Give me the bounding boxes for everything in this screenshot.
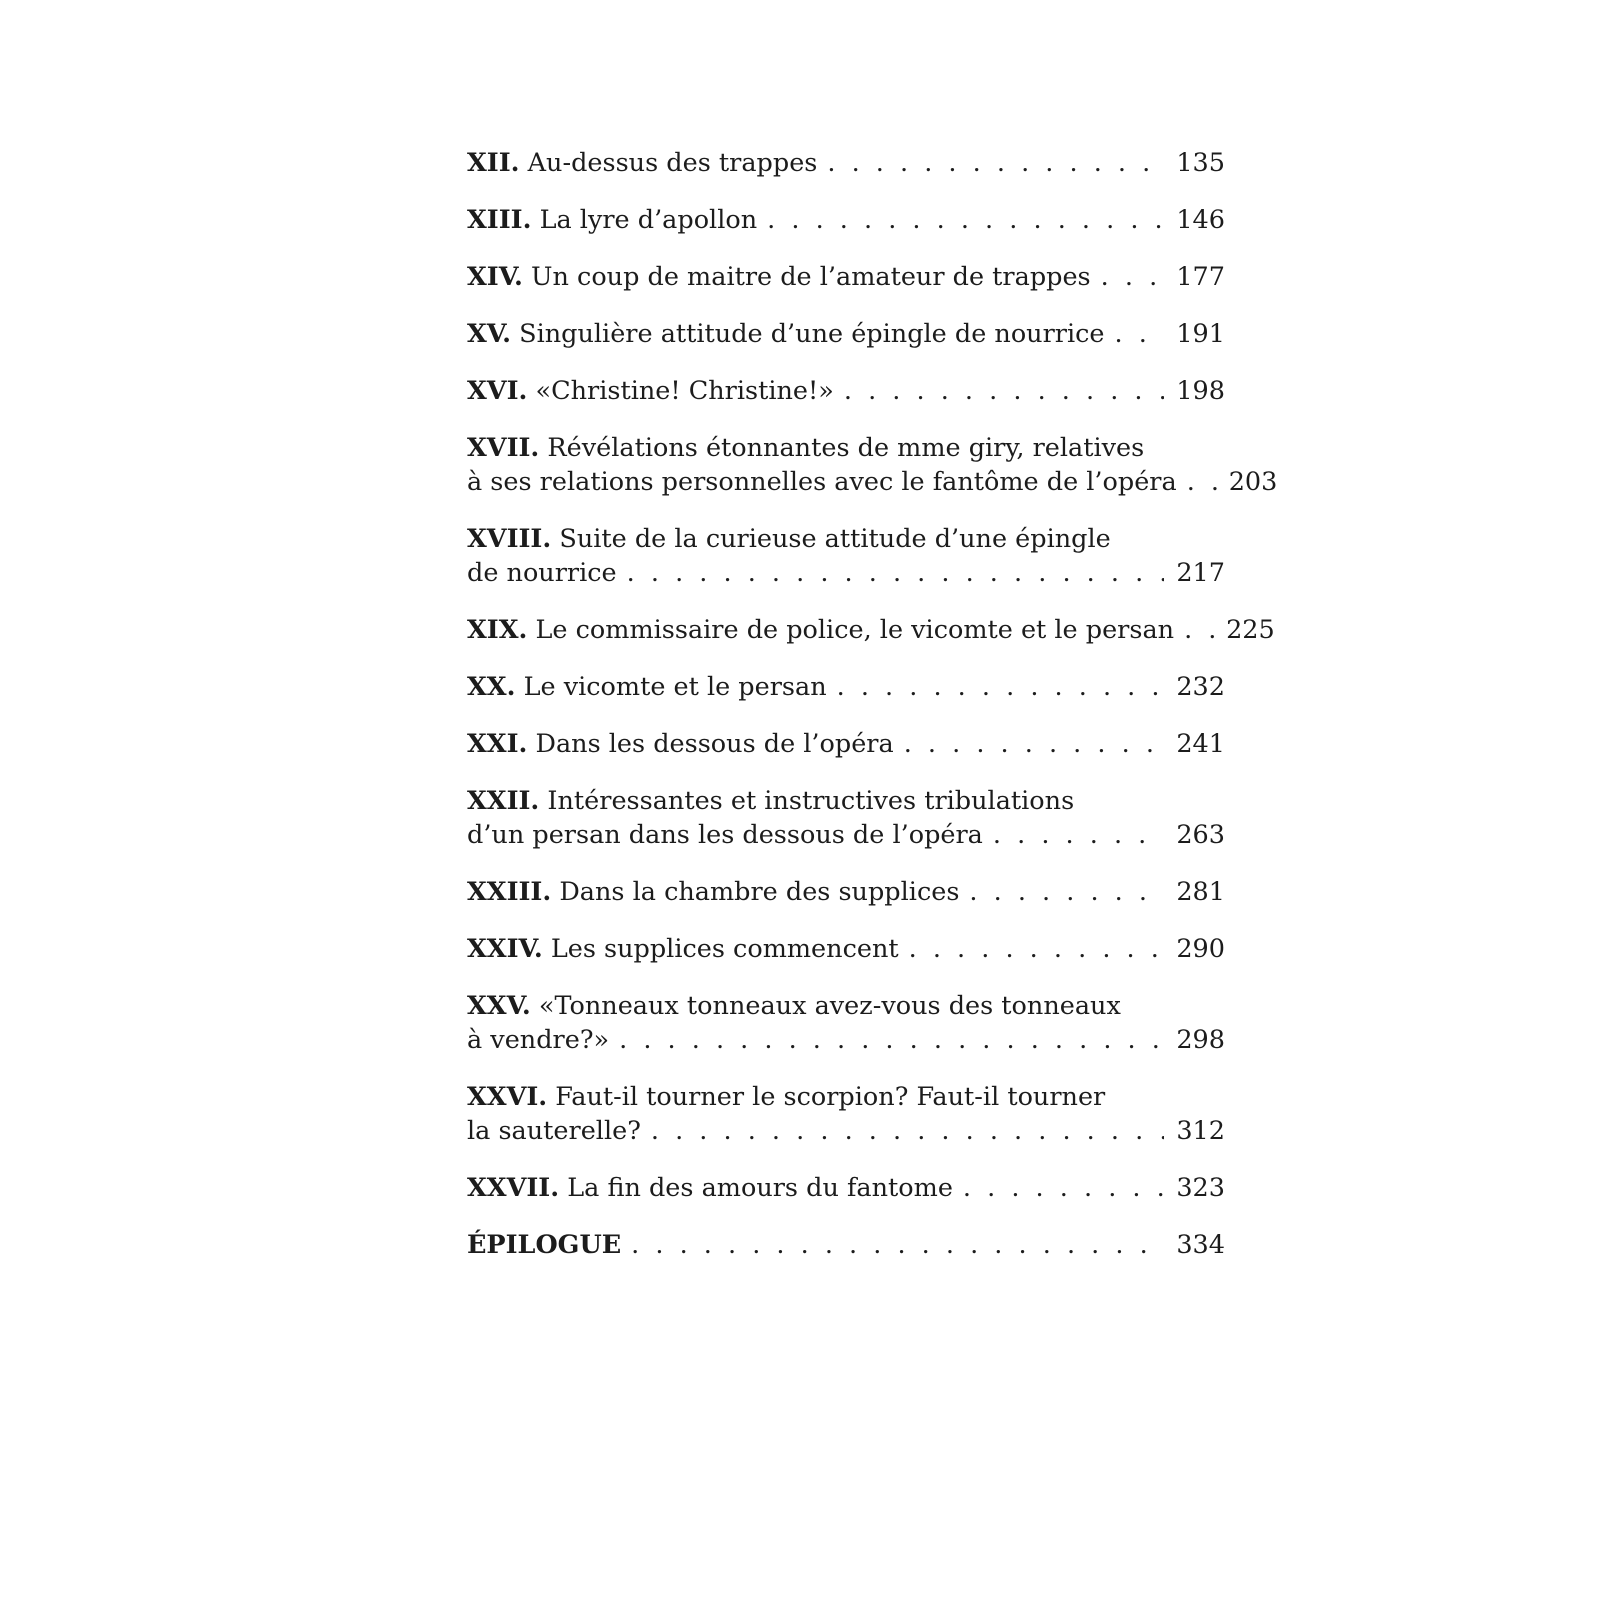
chapter-title: Révélations étonnantes de mme giry, relatives	[547, 433, 1145, 463]
toc-entry-xxiii	[467, 875, 1225, 909]
toc-entry-xv	[467, 317, 1225, 351]
chapter-title: «Christine! Christine!»	[535, 376, 834, 406]
chapter-title: La fin des amours du fantome	[567, 1173, 953, 1203]
toc-entry-xxi	[467, 727, 1225, 761]
toc-line	[467, 727, 1225, 761]
page-number: 281	[1176, 877, 1225, 907]
toc-line	[467, 146, 1225, 180]
toc-line	[467, 260, 1225, 294]
dot-leader	[1101, 260, 1165, 294]
toc-entry-xxvii	[467, 1171, 1225, 1205]
toc-entry-xix	[467, 613, 1275, 647]
page-number: 217	[1176, 558, 1225, 588]
chapter-number: XXIV.	[467, 934, 543, 964]
toc-line	[467, 1114, 1225, 1148]
chapter-number: XXI.	[467, 729, 528, 759]
toc-line	[467, 431, 1225, 465]
chapter-number: XXVII.	[467, 1173, 560, 1203]
chapter-title: Singulière attitude d’une épingle de nourrice	[519, 319, 1105, 349]
toc-line	[467, 670, 1225, 704]
chapter-number: XVII.	[467, 433, 540, 463]
toc-line	[467, 1023, 1225, 1057]
page-number: 198	[1176, 376, 1225, 406]
dot-leader	[904, 727, 1165, 761]
toc-line	[467, 1080, 1225, 1114]
toc-entry-xiv	[467, 260, 1225, 294]
toc-line	[467, 875, 1225, 909]
dot-leader	[1115, 317, 1165, 351]
chapter-title: «Tonneaux tonneaux avez-vous des tonneaux	[538, 991, 1121, 1021]
dot-leader	[627, 556, 1165, 590]
toc-line	[467, 203, 1225, 237]
page-number: 203	[1228, 467, 1278, 497]
chapter-number: XXII.	[467, 786, 540, 816]
table-of-contents	[467, 146, 1278, 1262]
chapter-number: XX.	[467, 672, 516, 702]
page-number: 290	[1176, 934, 1225, 964]
toc-line	[467, 818, 1225, 852]
page-number: 263	[1176, 820, 1225, 850]
toc-line	[467, 1171, 1225, 1205]
toc-line	[467, 932, 1225, 966]
toc-line	[467, 989, 1225, 1023]
chapter-title-continued: la sauterelle?	[467, 1116, 641, 1146]
chapter-number: XV.	[467, 319, 511, 349]
toc-line	[467, 522, 1225, 556]
epilogue-label: ÉPILOGUE	[467, 1230, 622, 1260]
chapter-number: XXV.	[467, 991, 531, 1021]
toc-entry-xxii	[467, 784, 1225, 852]
chapter-title: Le vicomte et le persan	[523, 672, 827, 702]
dot-leader	[993, 818, 1164, 852]
chapter-title: Les supplices commencent	[550, 934, 899, 964]
page-number: 225	[1226, 615, 1275, 645]
page-number: 191	[1176, 319, 1225, 349]
chapter-title-continued: à ses relations personnelles avec le fantôme de l’opéra	[467, 467, 1177, 497]
toc-entry-xxv	[467, 989, 1225, 1057]
toc-entry-xxiv	[467, 932, 1225, 966]
dot-leader	[651, 1114, 1164, 1148]
dot-leader	[619, 1023, 1164, 1057]
toc-entry-xiii	[467, 203, 1225, 237]
page-number: 241	[1176, 729, 1225, 759]
toc-line	[467, 317, 1225, 351]
toc-entry-xx	[467, 670, 1225, 704]
chapter-title-continued: d’un persan dans les dessous de l’opéra	[467, 820, 983, 850]
chapter-title: Faut-il tourner le scorpion? Faut-il tourner	[555, 1082, 1106, 1112]
toc-line	[467, 556, 1225, 590]
dot-leader	[1187, 465, 1217, 499]
dot-leader	[1184, 613, 1214, 647]
chapter-title: Un coup de maitre de l’amateur de trappes	[531, 262, 1091, 292]
toc-line	[467, 1228, 1225, 1262]
dot-leader	[969, 875, 1164, 909]
chapter-title: Suite de la curieuse attitude d’une épingle	[559, 524, 1111, 554]
page-number: 323	[1176, 1173, 1225, 1203]
dot-leader	[963, 1171, 1164, 1205]
toc-entry-xvii	[467, 431, 1278, 499]
toc-entry-xxvi	[467, 1080, 1225, 1148]
chapter-number: XIV.	[467, 262, 523, 292]
toc-entry-xii	[467, 146, 1225, 180]
page-number: 146	[1176, 205, 1225, 235]
chapter-number: XIII.	[467, 205, 532, 235]
page-number: 232	[1176, 672, 1225, 702]
page-number: 312	[1176, 1116, 1225, 1146]
toc-entry-xvi	[467, 374, 1225, 408]
chapter-title: Au-dessus des trappes	[527, 148, 818, 178]
toc-entry-epilogue	[467, 1228, 1225, 1262]
page-number: 334	[1176, 1230, 1225, 1260]
page-number: 298	[1176, 1025, 1225, 1055]
chapter-number: XVI.	[467, 376, 528, 406]
dot-leader	[837, 670, 1165, 704]
dot-leader	[631, 1228, 1164, 1262]
toc-line	[467, 374, 1225, 408]
toc-line	[467, 784, 1225, 818]
chapter-number: XXVI.	[467, 1082, 548, 1112]
page-number: 177	[1176, 262, 1225, 292]
chapter-title: La lyre d’apollon	[539, 205, 758, 235]
chapter-title: Intéressantes et instructives tribulations	[547, 786, 1075, 816]
chapter-title: Dans la chambre des supplices	[559, 877, 960, 907]
dot-leader	[767, 203, 1164, 237]
toc-line	[467, 465, 1278, 499]
chapter-title: Le commissaire de police, le vicomte et le persan	[535, 615, 1175, 645]
toc-entry-xviii	[467, 522, 1225, 590]
chapter-title: Dans les dessous de l’opéra	[535, 729, 894, 759]
dot-leader	[909, 932, 1165, 966]
toc-line	[467, 613, 1275, 647]
chapter-number: XVIII.	[467, 524, 552, 554]
dot-leader	[827, 146, 1164, 180]
chapter-number: XXIII.	[467, 877, 552, 907]
chapter-title-continued: de nourrice	[467, 558, 617, 588]
dot-leader	[844, 374, 1164, 408]
chapter-number: XII.	[467, 148, 520, 178]
page-number: 135	[1176, 148, 1225, 178]
chapter-number: XIX.	[467, 615, 528, 645]
chapter-title-continued: à vendre?»	[467, 1025, 610, 1055]
